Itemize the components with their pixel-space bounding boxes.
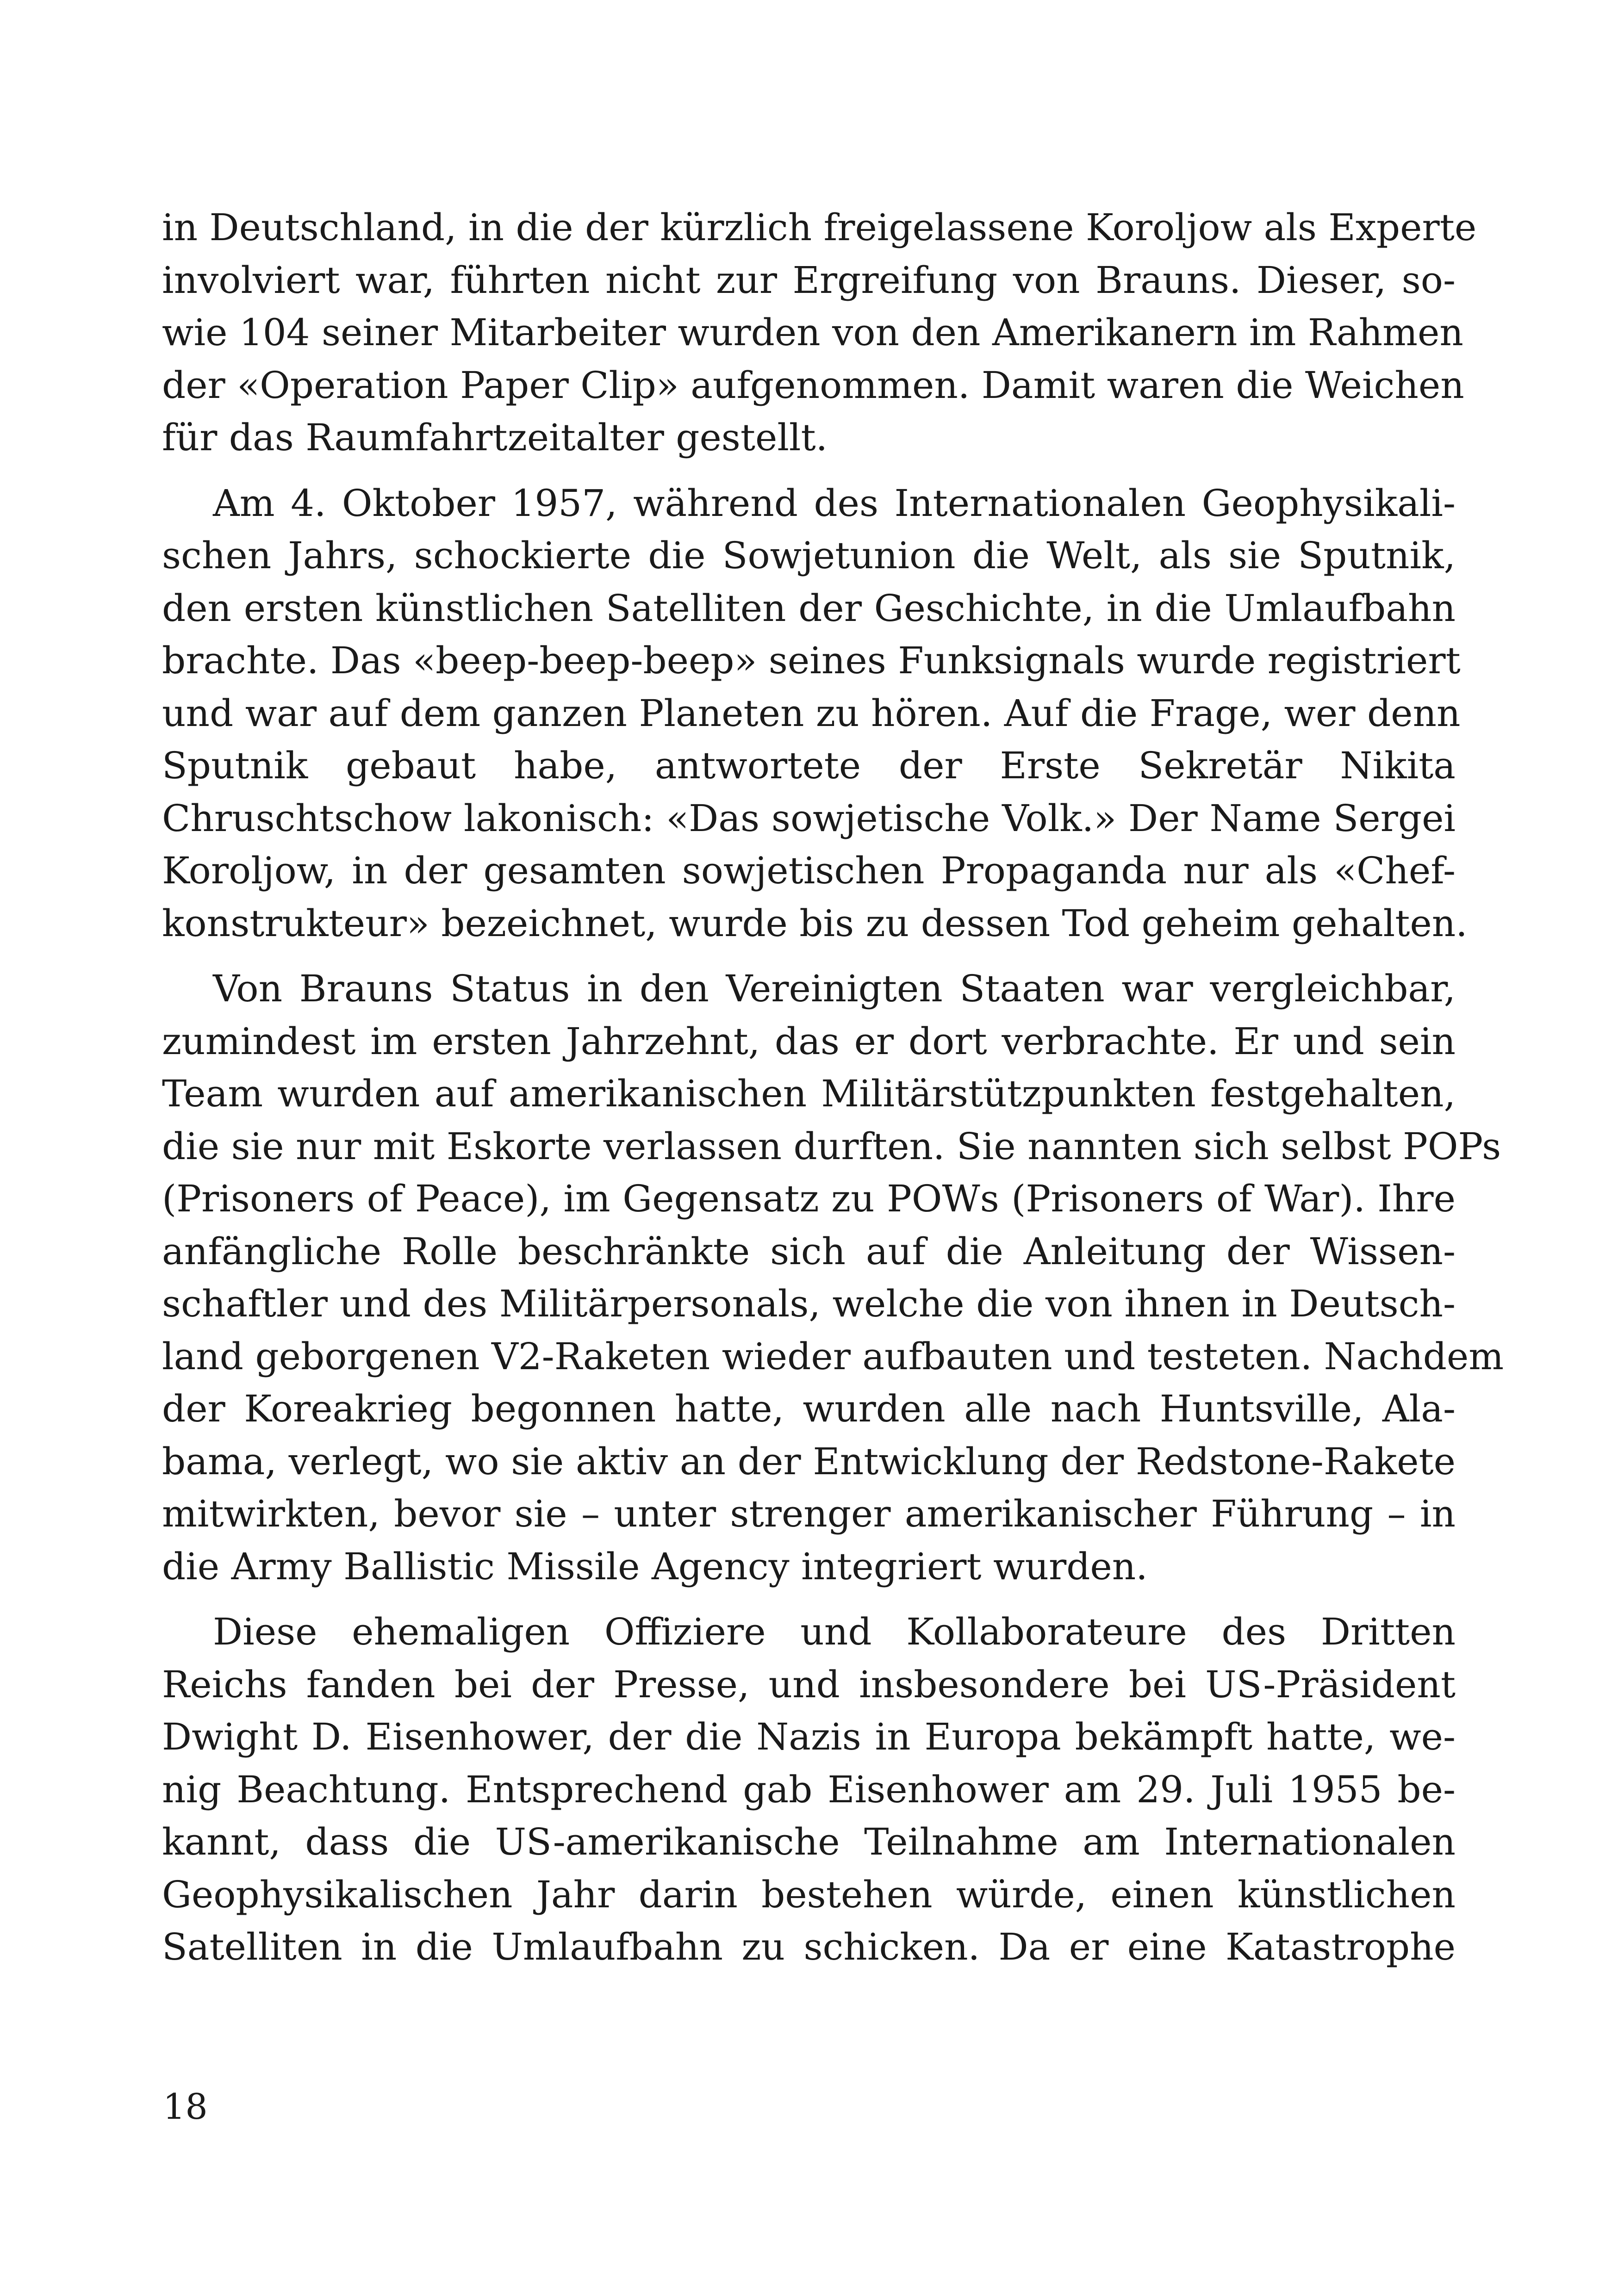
text-line: konstrukteur» bezeichnet, wurde bis zu dessen Tod geheim gehalten. <box>162 901 1468 945</box>
paragraph <box>162 962 1504 1593</box>
text-line: zumindest im ersten Jahrzehnt, das er dort verbrachte. Er und sein <box>162 1019 1456 1063</box>
text-line: land geborgenen V2-Raketen wieder aufbauten und testeten. Nachdem <box>162 1334 1504 1378</box>
text-line: Geophysikalischen Jahr darin bestehen würde, einen künstlichen <box>162 1873 1456 1916</box>
text-line: Am 4. Oktober 1957, während des Internationalen Geophysikali- <box>213 481 1456 525</box>
text-line: brachte. Das «beep-beep-beep» seines Funksignals wurde registriert <box>162 639 1461 682</box>
text-line: (Prisoners of Peace), im Gegensatz zu POWs (Prisoners of War). Ihre <box>162 1177 1456 1220</box>
text-line: der «Operation Paper Clip» aufgenommen. Damit waren die Weichen <box>162 363 1464 407</box>
text-line: Dwight D. Eisenhower, der die Nazis in Europa bekämpft hatte, we- <box>162 1715 1456 1758</box>
text-line: nig Beachtung. Entsprechend gab Eisenhower am 29. Juli 1955 be- <box>162 1768 1456 1811</box>
text-line: schen Jahrs, schockierte die Sowjetunion die Welt, als sie Sputnik, <box>162 534 1456 577</box>
text-line: der Koreakrieg begonnen hatte, wurden alle nach Huntsville, Ala- <box>162 1387 1456 1430</box>
paragraph <box>162 477 1468 950</box>
text-line: schaftler und des Militärpersonals, welche die von ihnen in Deutsch- <box>162 1282 1456 1325</box>
text-line: Koroljow, in der gesamten sowjetischen Propaganda nur als «Chef- <box>162 849 1456 892</box>
text-line: Team wurden auf amerikanischen Militärstützpunkten festgehalten, <box>162 1072 1456 1115</box>
paragraph <box>162 1606 1456 1973</box>
text-line: Sputnik gebaut habe, antwortete der Erste Sekretär Nikita <box>162 744 1456 787</box>
text-line: für das Raumfahrtzeitalter gestellt. <box>162 416 828 459</box>
text-line: kannt, dass die US-amerikanische Teilnahme am Internationalen <box>162 1820 1456 1863</box>
text-line: Chruschtschow lakonisch: «Das sowjetische Volk.» Der Name Sergei <box>162 796 1456 840</box>
text-line: in Deutschland, in die der kürzlich freigelassene Koroljow als Experte <box>162 206 1477 249</box>
text-line: Diese ehemaligen Offiziere und Kollaborateure des Dritten <box>213 1610 1456 1653</box>
page-number: 18 <box>163 2086 208 2127</box>
text-line: Von Brauns Status in den Vereinigten Staaten war vergleichbar, <box>213 967 1456 1010</box>
text-line: und war auf dem ganzen Planeten zu hören. Auf die Frage, wer denn <box>162 691 1461 735</box>
body-text <box>162 201 1504 1986</box>
text-line: mitwirkten, bevor sie – unter strenger amerikanischer Führung – in <box>162 1492 1456 1535</box>
text-line: wie 104 seiner Mitarbeiter wurden von den Amerikanern im Rahmen <box>162 311 1463 354</box>
text-line: die Army Ballistic Missile Agency integriert wurden. <box>162 1545 1148 1588</box>
text-line: bama, verlegt, wo sie aktiv an der Entwicklung der Redstone-Rakete <box>162 1440 1456 1483</box>
text-line: Satelliten in die Umlaufbahn zu schicken. Da er eine Katastrophe <box>162 1925 1456 1968</box>
text-line: den ersten künstlichen Satelliten der Geschichte, in die Umlaufbahn <box>162 586 1456 630</box>
text-line: Reichs fanden bei der Presse, und insbesondere bei US-Präsident <box>162 1663 1456 1706</box>
text-line: die sie nur mit Eskorte verlassen durften. Sie nannten sich selbst POPs <box>162 1124 1501 1168</box>
text-line: anfängliche Rolle beschränkte sich auf die Anleitung der Wissen- <box>162 1229 1456 1273</box>
text-line: involviert war, führten nicht zur Ergreifung von Brauns. Dieser, so- <box>162 258 1456 302</box>
paragraph <box>162 201 1477 464</box>
